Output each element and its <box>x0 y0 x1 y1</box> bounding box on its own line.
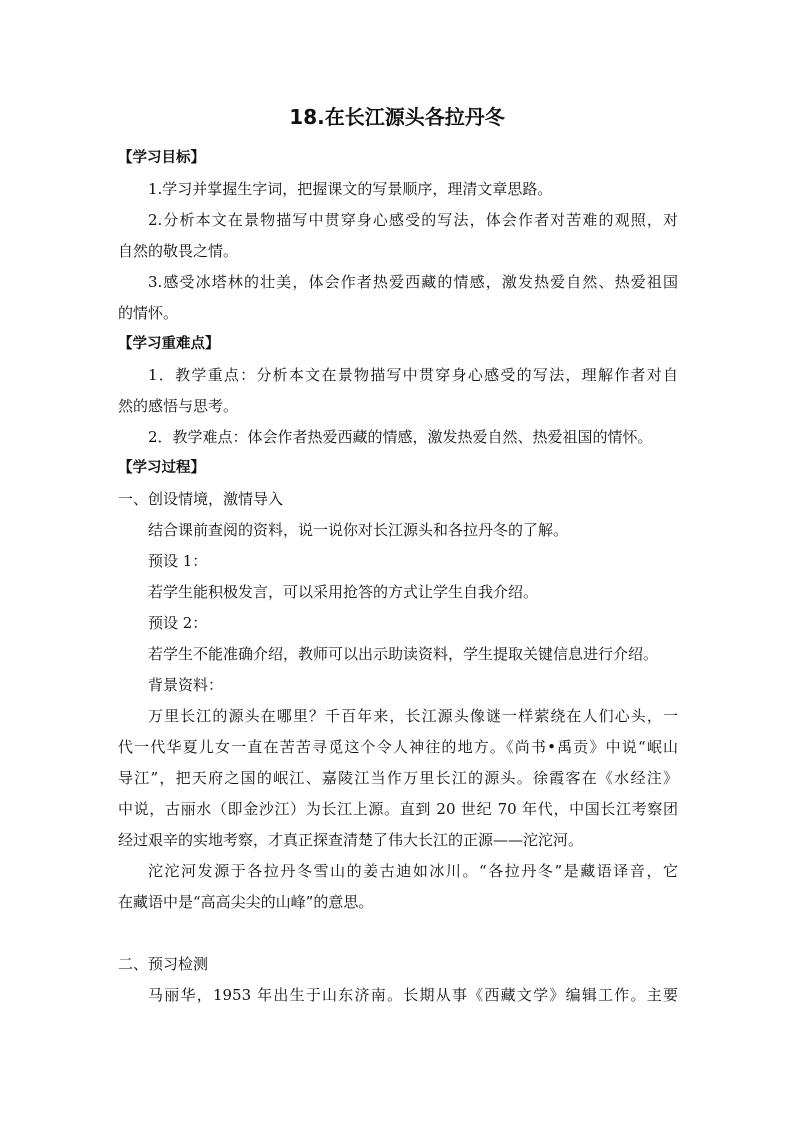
objective-item-2-cont: 自然的敬畏之情。 <box>118 242 239 260</box>
objective-item-2: 2.分析本文在景物描写中贯穿身心感受的写法，体会作者对苦难的观照，对 <box>148 211 678 229</box>
background-para1-line: 万里长江的源头在哪里？千百年来，长江源头像谜一样萦绕在人们心头，一 <box>148 707 678 725</box>
objective-item-3-cont: 的情怀。 <box>118 304 179 322</box>
key-points-heading: 【学习重难点】 <box>118 336 220 352</box>
preset2-text: 若学生不能准确介绍，教师可以出示助读资料，学生提取关键信息进行介绍。 <box>148 645 659 663</box>
preset1-text: 若学生能积极发言，可以采用抢答的方式让学生自我介绍。 <box>148 583 539 601</box>
objectives-heading: 【学习目标】 <box>118 150 205 166</box>
background-para1-line: 导江”，把天府之国的岷江、嘉陵江当作万里长江的源头。徐霞客在《水经注》 <box>118 769 678 787</box>
preset2-label: 预设 2： <box>148 614 208 632</box>
key-point-item-2: 2．教学难点：体会作者热爱西藏的情感，激发热爱自然、热爱祖国的情怀。 <box>148 428 653 446</box>
objective-item-1: 1.学习并掌握生字词，把握课文的写景顺序，理清文章思路。 <box>148 180 553 198</box>
background-para1-line: 经过艰辛的实地考察，才真正探查清楚了伟大长江的正源——沱沱河。 <box>118 831 584 849</box>
section2-text: 马丽华，1953 年出生于山东济南。长期从事《西藏文学》编辑工作。主要 <box>148 986 678 1004</box>
paragraph-gap <box>118 918 678 949</box>
document-title: 18.在长江源头各拉丹冬 <box>289 105 505 129</box>
objective-item-3: 3.感受冰塔林的壮美，体会作者热爱西藏的情感，激发热爱自然、热爱祖国 <box>148 273 678 291</box>
background-para2-line: 沱沱河发源于各拉丹冬雪山的姜古迪如冰川。“各拉丹冬”是藏语译音，它 <box>148 862 678 880</box>
background-para1-line: 中说，古丽水（即金沙江）为长江上源。直到 20 世纪 70 年代，中国长江考察团 <box>118 800 678 818</box>
background-para2-line: 在藏语中是“高高尖尖的山峰”的意思。 <box>118 893 374 911</box>
background-label: 背景资料： <box>148 676 224 694</box>
key-point-item-1-cont: 然的感悟与思考。 <box>118 397 239 415</box>
document-body <box>118 143 678 1011</box>
key-point-item-1: 1．教学重点：分析本文在景物描写中贯穿身心感受的写法，理解作者对自 <box>148 366 678 384</box>
process-heading: 【学习过程】 <box>118 460 205 476</box>
section1-title: 一、创设情境，激情导入 <box>118 490 284 508</box>
preset1-label: 预设 1： <box>148 552 208 570</box>
section2-title: 二、预习检测 <box>118 955 209 973</box>
background-para1-line: 代一代华夏儿女一直在苦苦寻觅这个令人神往的地方。《尚书•禹贡》中说“岷山 <box>118 738 678 756</box>
section1-intro: 结合课前查阅的资料，说一说你对长江源头和各拉丹冬的了解。 <box>148 521 569 539</box>
